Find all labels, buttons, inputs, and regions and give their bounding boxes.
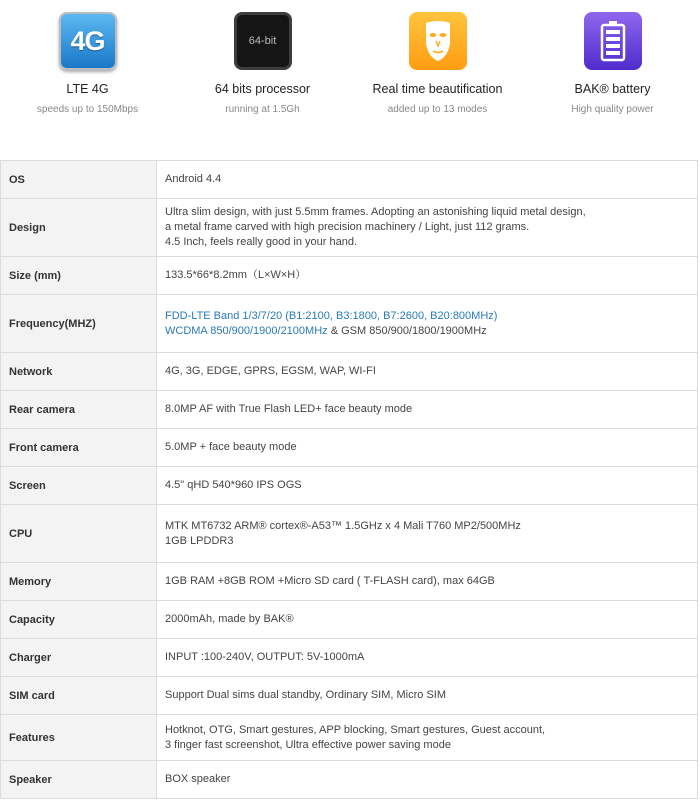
- spec-label: Rear camera: [1, 391, 157, 429]
- spec-value: INPUT :100-240V, OUTPUT: 5V-1000mA: [157, 639, 698, 677]
- frequency-lte-link[interactable]: FDD-LTE Band 1/3/7/20 (B1:2100, B3:1800, B7:2600, B20:800MHz): [165, 309, 498, 322]
- spec-label: Memory: [1, 563, 157, 601]
- feature-title: BAK® battery: [574, 82, 651, 96]
- spec-row-network: [1, 353, 698, 391]
- feature-subtitle: running at 1.5Gh: [225, 104, 300, 115]
- spec-label: OS: [1, 161, 157, 199]
- feature-icons-row: [0, 0, 700, 160]
- spec-value: [157, 505, 698, 563]
- spec-label: Size (mm): [1, 257, 157, 295]
- spec-row-capacity: [1, 601, 698, 639]
- spec-label: Screen: [1, 467, 157, 505]
- spec-value: 5.0MP + face beauty mode: [157, 429, 698, 467]
- chip-64bit-icon: [234, 12, 292, 70]
- feature-processor: [175, 0, 350, 115]
- spec-row-os: [1, 161, 698, 199]
- cpu-line: 1GB LPDDR3: [165, 534, 234, 547]
- spec-value: [157, 715, 698, 761]
- spec-label: Charger: [1, 639, 157, 677]
- spec-value: BOX speaker: [157, 761, 698, 799]
- spec-row-sim: [1, 677, 698, 715]
- spec-label: Features: [1, 715, 157, 761]
- spec-value: [157, 199, 698, 257]
- spec-label: Frequency(MHZ): [1, 295, 157, 353]
- spec-label: CPU: [1, 505, 157, 563]
- spec-row-memory: [1, 563, 698, 601]
- spec-value: Android 4.4: [157, 161, 698, 199]
- spec-row-frequency: [1, 295, 698, 353]
- chip-icon-text: 64-bit: [248, 35, 277, 47]
- spec-value: 8.0MP AF with True Flash LED+ face beauty mode: [157, 391, 698, 429]
- feature-subtitle: High quality power: [571, 104, 654, 115]
- spec-value: 4G, 3G, EDGE, GPRS, EGSM, WAP, WI-FI: [157, 353, 698, 391]
- frequency-line-2: [165, 324, 689, 339]
- spec-row-rear-camera: [1, 391, 698, 429]
- spec-row-front-camera: [1, 429, 698, 467]
- spec-row-cpu: [1, 505, 698, 563]
- spec-row-design: [1, 199, 698, 257]
- feature-subtitle: speeds up to 150Mbps: [36, 104, 139, 115]
- lte-4g-icon: [59, 12, 117, 70]
- feature-battery: [525, 0, 700, 115]
- feature-title: 64 bits processor: [214, 82, 311, 96]
- spec-row-speaker: [1, 761, 698, 799]
- spec-label: SIM card: [1, 677, 157, 715]
- design-line: a metal frame carved with high precision machinery / Light, just 112 grams.: [165, 221, 530, 233]
- battery-icon: [584, 12, 642, 70]
- frequency-gsm-text: & GSM 850/900/1800/1900MHz: [327, 324, 487, 337]
- spec-value: 133.5*66*8.2mm（L×W×H）: [157, 257, 698, 295]
- spec-value: [157, 295, 698, 353]
- spec-value: 2000mAh, made by BAK®: [157, 601, 698, 639]
- spec-label: Design: [1, 199, 157, 257]
- spec-label: Speaker: [1, 761, 157, 799]
- face-mask-icon: [409, 12, 467, 70]
- feature-title: LTE 4G: [66, 82, 109, 96]
- design-line: 4.5 Inch, feels really good in your hand.: [165, 236, 358, 248]
- spec-value: Support Dual sims dual standby, Ordinary SIM, Micro SIM: [157, 677, 698, 715]
- spec-value: 1GB RAM +8GB ROM +Micro SD card ( T-FLASH card), max 64GB: [157, 563, 698, 601]
- feature-beautification: [350, 0, 525, 115]
- spec-row-features: [1, 715, 698, 761]
- features-line: 3 finger fast screenshot, Ultra effective power saving mode: [165, 738, 451, 751]
- frequency-wcdma-link[interactable]: WCDMA 850/900/1900/2100MHz: [165, 324, 328, 337]
- spec-table: [0, 160, 698, 799]
- spec-label: Network: [1, 353, 157, 391]
- design-line: Ultra slim design, with just 5.5mm frames. Adopting an astonishing liquid metal design,: [165, 206, 586, 218]
- feature-title: Real time beautification: [372, 82, 503, 96]
- spec-row-screen: [1, 467, 698, 505]
- spec-row-size: [1, 257, 698, 295]
- feature-subtitle: added up to 13 modes: [387, 104, 488, 115]
- lte-icon-text: 4G: [70, 25, 105, 56]
- spec-value: 4.5" qHD 540*960 IPS OGS: [157, 467, 698, 505]
- spec-label: Front camera: [1, 429, 157, 467]
- spec-row-charger: [1, 639, 698, 677]
- features-line: Hotknot, OTG, Smart gestures, APP blocking, Smart gestures, Guest account,: [165, 723, 546, 736]
- spec-label: Capacity: [1, 601, 157, 639]
- cpu-line: MTK MT6732 ARM® cortex®-A53™ 1.5GHz x 4 Mali T760 MP2/500MHz: [165, 519, 521, 532]
- feature-lte: [0, 0, 175, 115]
